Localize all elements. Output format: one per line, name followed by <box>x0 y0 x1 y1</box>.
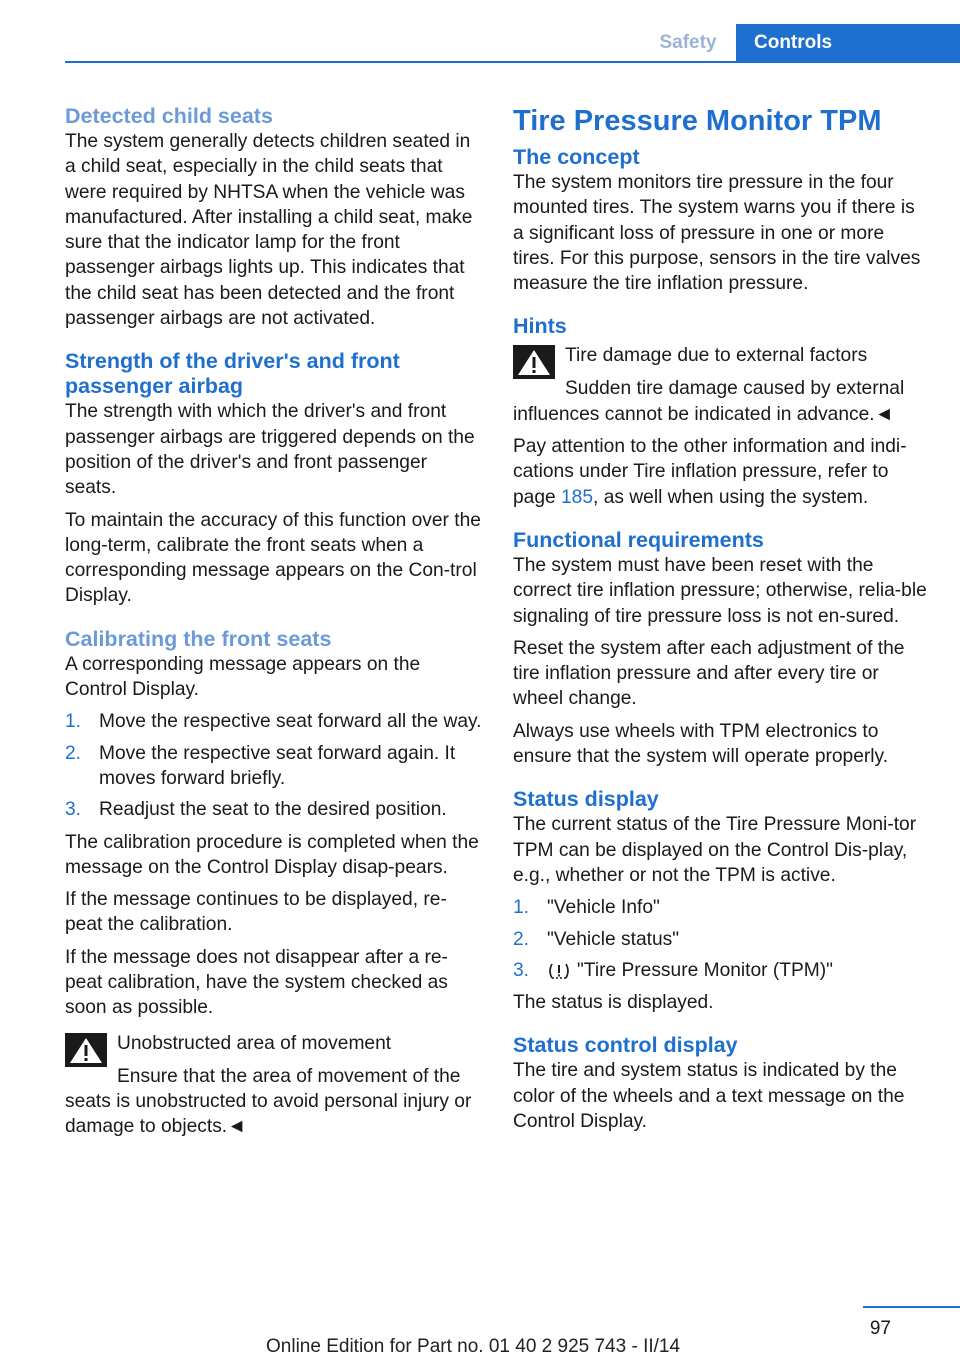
right-column <box>513 104 927 1141</box>
paragraph-status: The current status of the Tire Pressure Moni-tor TPM can be displayed on the Control Dis-play, e.g., whether or not the TPM is active. <box>513 814 917 886</box>
warning-triangle-icon <box>65 1033 107 1067</box>
page-number: 97 <box>869 1318 891 1339</box>
paragraph-func-3: Always use wheels with TPM electronics to ensure that the system will operate properly. <box>513 720 889 768</box>
warning-text: Ensure that the area of movement of the seats is unobstructed to avoid personal injury or damage to objects.◄ <box>65 1065 472 1138</box>
paragraph-concept: The system monitors tire pressure in the four mounted tires. The system warns you if there is a significant loss of pressure in one or more tires. For this purpose, sensors in the tire valves measure the tire inflation pressure. <box>513 172 921 295</box>
list-item <box>65 709 483 734</box>
step-text: "Tire Pressure Monitor (TPM)" <box>577 959 833 981</box>
paragraph-func-2: Reset the system after each adjustment of the tire inflation pressure and after every tire or wheel change. <box>513 637 905 710</box>
paragraph-detected: The system generally detects children seated in a child seat, especially in the child seats that were required by NHTSA when the vehicle was manufactured. After installing a child seat, make sure that the indicator lamp for the front passenger airbags lights up. This indicates that the child seat has been detected and the front passenger airbags are not activated. <box>65 131 473 330</box>
list-item <box>65 741 483 792</box>
tab-safety[interactable]: Safety <box>659 31 717 53</box>
step-number: 3. <box>65 799 82 821</box>
paragraph-hints <box>513 434 927 510</box>
left-column <box>65 104 483 1147</box>
warning-title: Tire damage due to external factors <box>565 345 868 367</box>
list-item <box>513 895 927 920</box>
heading-tpm: Tire Pressure Monitor TPM <box>513 105 882 137</box>
paragraph-calibrating: A corresponding message appears on the Control Display. <box>65 653 421 701</box>
paragraph-status-after: The status is displayed. <box>513 992 714 1014</box>
list-item <box>513 927 927 952</box>
warning-tire-damage <box>513 343 927 427</box>
heading-status-display: Status display <box>513 787 659 812</box>
step-number: 3. <box>513 959 530 981</box>
paragraph-strength-2: To maintain the accuracy of this function over the long-term, calibrate the front seats when a corresponding message appears on the Con-trol Display. <box>65 509 481 607</box>
list-item <box>65 797 483 822</box>
tire-pressure-icon <box>547 962 571 980</box>
heading-status-control: Status control display <box>513 1033 738 1058</box>
hints-text-a: Pay attention to the other information and indi-cations under Tire inflation pressure, refer to page <box>513 436 907 508</box>
heading-hints: Hints <box>513 314 567 339</box>
heading-detected-child-seats: Detected child seats <box>65 104 273 128</box>
page-link[interactable]: 185 <box>561 486 594 508</box>
paragraph-after-2: If the message continues to be displayed, re-peat the calibration. <box>65 889 447 936</box>
step-text: Readjust the seat to the desired position. <box>99 799 447 821</box>
step-text: Move the respective seat forward again. It moves forward briefly. <box>99 742 456 789</box>
paragraph-after-3: If the message does not disappear after a re-peat calibration, have the system checked as soon as possible. <box>65 946 448 1019</box>
warning-text: Sudden tire damage caused by external influences cannot be indicated in advance.◄ <box>513 378 905 425</box>
edition-footer: Online Edition for Part no. 01 40 2 925 743 - II/14 <box>266 1336 681 1357</box>
warning-triangle-icon <box>513 345 555 379</box>
step-text: "Vehicle Info" <box>547 897 660 919</box>
step-number: 2. <box>65 742 82 764</box>
heading-functional: Functional requirements <box>513 527 764 552</box>
hints-text-b: , as well when using the system. <box>593 486 869 508</box>
heading-concept: The concept <box>513 145 640 169</box>
step-number: 1. <box>65 711 82 733</box>
status-steps <box>513 895 927 983</box>
paragraph-status-control: The tire and system status is indicated by the color of the wheels and a text message on the Control Display. <box>513 1060 905 1133</box>
paragraph-after-1: The calibration procedure is completed when the message on the Control Display disap-pears. <box>65 831 479 878</box>
list-item <box>513 958 927 983</box>
header-rule <box>65 61 960 63</box>
paragraph-strength-1: The strength with which the driver's and front passenger airbags are triggered depends on the position of the driver's and front passenger seats. <box>65 401 475 499</box>
footer-rule <box>863 1306 960 1308</box>
paragraph-func-1: The system must have been reset with the correct tire inflation pressure; otherwise, relia-ble signaling of tire pressure loss is not en-sured. <box>513 554 927 627</box>
warning-unobstructed <box>65 1031 483 1140</box>
calibration-steps <box>65 709 483 822</box>
heading-airbag-strength: Strength of the driver's and front passenger airbag <box>65 349 400 399</box>
heading-calibrating: Calibrating the front seats <box>65 626 332 651</box>
tab-controls[interactable]: Controls <box>736 24 960 61</box>
warning-title: Unobstructed area of movement <box>117 1032 392 1054</box>
step-number: 2. <box>513 928 530 950</box>
step-text: Move the respective seat forward all the way. <box>99 711 482 733</box>
step-number: 1. <box>513 897 530 919</box>
step-text: "Vehicle status" <box>547 928 680 950</box>
